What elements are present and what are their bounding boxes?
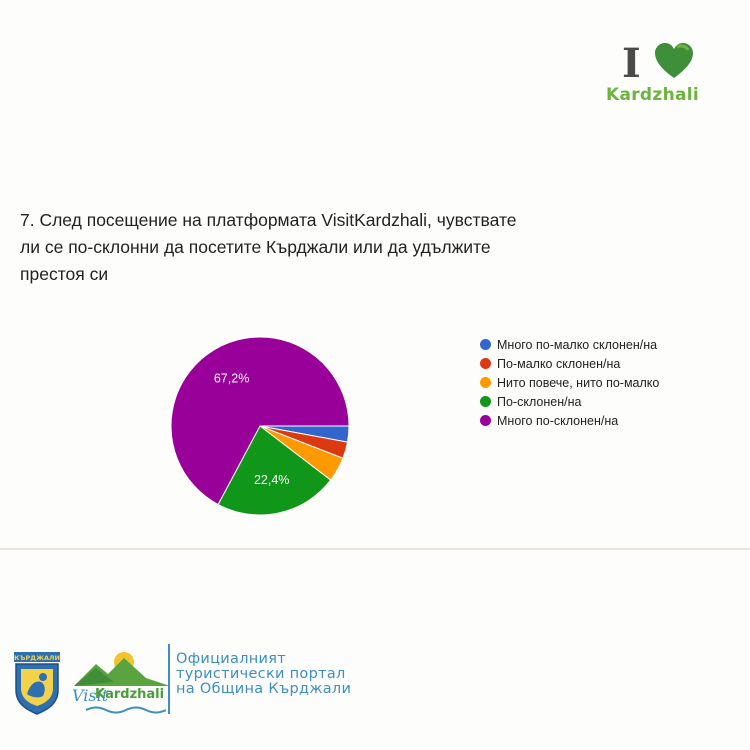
- legend-label: По-малко склонен/на: [497, 356, 621, 371]
- portal-line-2: туристически портал: [176, 666, 346, 682]
- pie-slice-label-3: 22,4%: [253, 472, 290, 487]
- legend-dot-icon: [480, 415, 491, 426]
- footer-separator: [168, 644, 170, 714]
- pie-slice-label-4: 67,2%: [213, 371, 250, 386]
- legend-dot-icon: [480, 358, 491, 369]
- portal-line-1: Официалният: [176, 651, 287, 667]
- legend-item-1: [480, 354, 659, 373]
- visit-script-text: Visit: [72, 686, 109, 705]
- crest-text: КЪРДЖАЛИ: [14, 654, 60, 662]
- legend-item-3: [480, 392, 659, 411]
- legend-label: Много по-склонен/на: [497, 413, 619, 428]
- mountain-sun-icon: [72, 648, 172, 688]
- official-portal-text: [176, 652, 396, 697]
- visit-kardzhali-logo: [72, 648, 172, 718]
- legend-dot-icon: [480, 377, 491, 388]
- legend-item-2: [480, 373, 659, 392]
- legend-dot-icon: [480, 396, 491, 407]
- legend-item-0: [480, 335, 659, 354]
- footer: [0, 640, 750, 720]
- legend-label: По-склонен/на: [497, 394, 582, 409]
- legend-item-4: [480, 411, 659, 430]
- question-title: 7. След посещение на платформата VisitKardzhali, чувствате ли се по-склонни да посетите Кърджали или да удължите престоя си: [20, 210, 517, 284]
- legend-dot-icon: [480, 339, 491, 350]
- visit-bold-text: Kardzhali: [95, 687, 165, 702]
- chart-legend: [480, 335, 659, 430]
- legend-label: Нито повече, нито по-малко: [497, 375, 660, 390]
- logo-wordmark: Kardzhali: [606, 85, 700, 105]
- kardzhali-crest-logo: [10, 650, 64, 716]
- water-waves-icon: [86, 705, 166, 715]
- logo-letter-i: I: [622, 40, 641, 87]
- portal-line-3: на Община Кърджали: [176, 681, 352, 697]
- legend-label: Много по-малко склонен/на: [497, 337, 658, 352]
- divider: [0, 548, 750, 550]
